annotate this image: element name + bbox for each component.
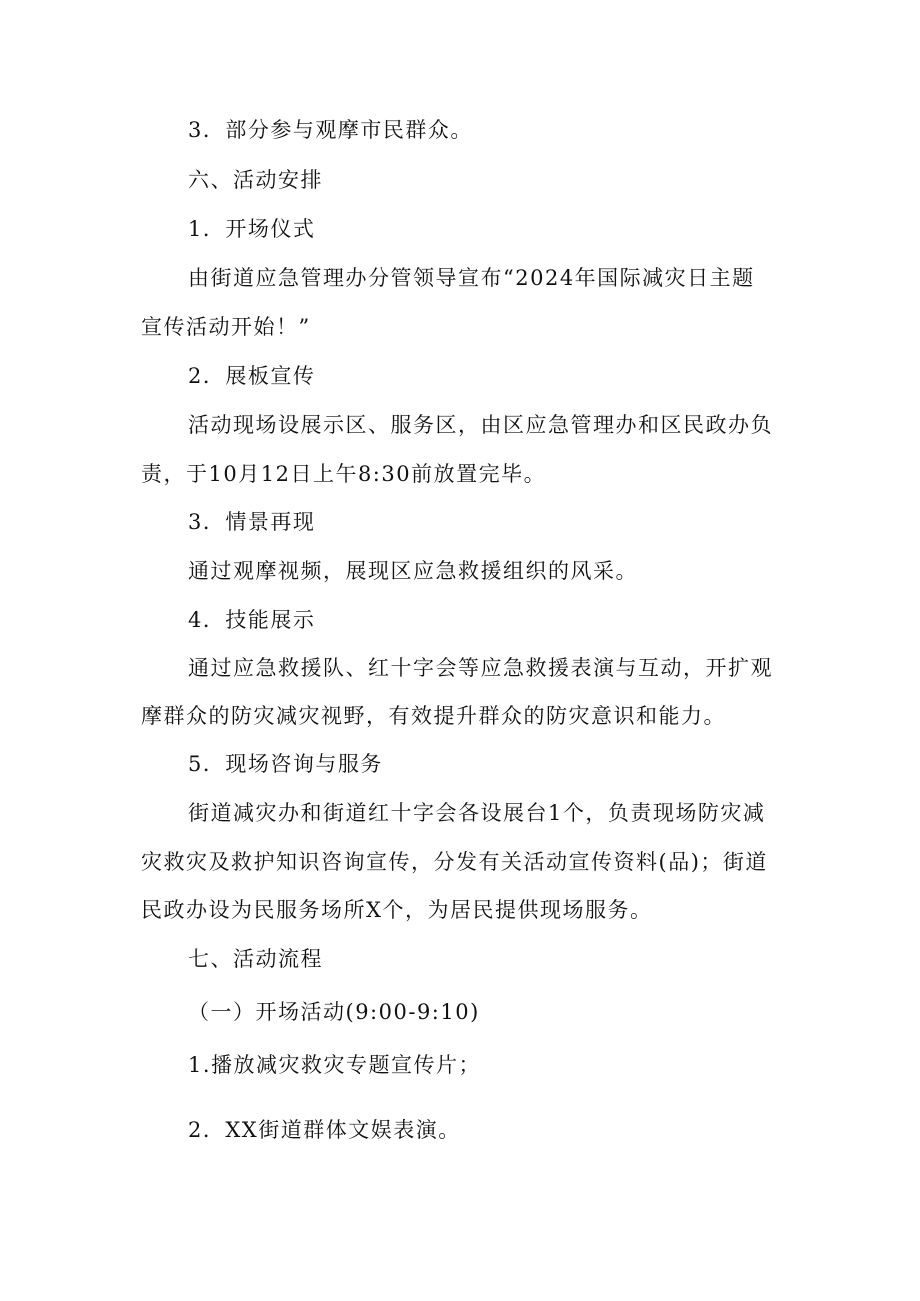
list-item-3-observers: 3．部分参与观摩市民群众。 — [188, 118, 473, 142]
paragraph-line: 通过观摩视频，展现区应急救援组织的风采。 — [188, 559, 638, 583]
paragraph-line: 摩群众的防灾减灾视野，有效提升群众的防灾意识和能力。 — [141, 704, 726, 728]
subheading-opening-activities: （一）开场活动(9:00-9:10) — [188, 1000, 480, 1024]
section-heading-activity-arrangement: 六、活动安排 — [188, 168, 323, 192]
paragraph-line: 通过应急救援队、红十字会等应急救援表演与互动，开扩观 — [188, 656, 773, 680]
section-heading-activity-process: 七、活动流程 — [188, 947, 323, 971]
paragraph-line: 宣传活动开始！” — [141, 315, 311, 339]
paragraph-line: 由街道应急管理办分管领导宣布“2024年国际减灾日主题 — [188, 266, 755, 290]
subheading-scene-reenactment: 3．情景再现 — [188, 510, 316, 534]
subheading-onsite-consultation: 5．现场咨询与服务 — [188, 752, 383, 776]
paragraph-line: 责，于10月12日上午8:30前放置完毕。 — [141, 462, 547, 486]
paragraph-line: 灾救灾及救护知识咨询宣传，分发有关活动宣传资料(品)；街道 — [141, 850, 768, 874]
subheading-opening-ceremony: 1．开场仪式 — [188, 217, 316, 241]
paragraph-line: 民政办设为民服务场所X个，为居民提供现场服务。 — [141, 898, 653, 922]
subheading-display-boards: 2．展板宣传 — [188, 364, 316, 388]
list-item-promo-video: 1.播放减灾救灾专题宣传片； — [188, 1053, 482, 1077]
paragraph-line: 街道减灾办和街道红十字会各设展台1个，负责现场防灾减 — [188, 801, 766, 825]
subheading-skills-display: 4．技能展示 — [188, 608, 316, 632]
paragraph-line: 活动现场设展示区、服务区，由区应急管理办和区民政办负 — [188, 413, 773, 437]
list-item-entertainment: 2．XX街道群体文娱表演。 — [188, 1118, 461, 1142]
